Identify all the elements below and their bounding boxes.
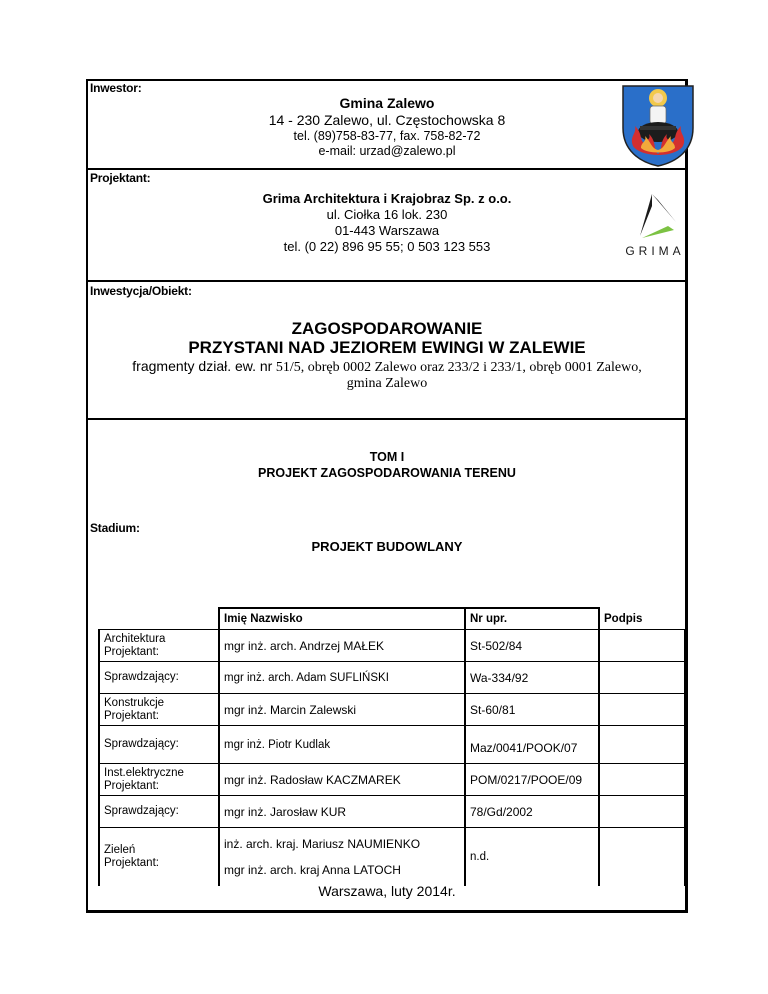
designer-block: [86, 191, 688, 255]
investor-email: e-mail: urzad@zalewo.pl: [318, 144, 456, 158]
header-cell-signature: Podpis: [599, 608, 685, 630]
investor-label: Inwestor:: [90, 81, 142, 95]
table-row: [99, 630, 685, 662]
role-line: Projektant:: [104, 779, 159, 792]
signature-cell: [599, 796, 685, 828]
divider: [86, 418, 688, 420]
header-cell-name: Imię Nazwisko: [219, 608, 465, 630]
investment-details-line1: [86, 358, 688, 376]
grima-logo: [618, 192, 692, 262]
table-row: [99, 828, 685, 887]
role-cell: [99, 630, 219, 662]
investment-details-plots: 51/5, obręb 0002 Zalewo oraz 233/2 i 233/1, obręb 0001 Zalewo,: [275, 360, 642, 375]
role-line: Konstrukcje: [104, 696, 165, 709]
license-cell: St-502/84: [465, 630, 599, 662]
investor-address: 14 - 230 Zalewo, ul. Częstochowska 8: [268, 112, 506, 128]
name-cell: mgr inż. Radosław KACZMAREK: [219, 764, 465, 796]
designer-label: Projektant:: [90, 171, 151, 185]
name-line: mgr inż. arch. kraj Anna LATOCH: [224, 863, 401, 877]
role-line: Inst.elektryczne: [104, 766, 184, 779]
investment-block: [86, 319, 688, 392]
designer-name: Grima Architektura i Krajobraz Sp. z o.o.: [262, 191, 512, 206]
divider: [86, 168, 688, 170]
role-line: Sprawdzający:: [104, 805, 179, 817]
name-cell: mgr inż. arch. Adam SUFLIŃSKI: [219, 662, 465, 694]
license-cell: n.d.: [465, 828, 599, 887]
role-cell: [99, 662, 219, 694]
designer-city: 01-443 Warszawa: [334, 223, 440, 238]
coat-of-arms-icon: [619, 84, 697, 168]
volume-tom: TOM I: [369, 450, 405, 464]
role-cell: [99, 828, 219, 887]
investor-block: [86, 95, 688, 159]
role-line: Architektura: [104, 632, 166, 645]
table-row: [99, 764, 685, 796]
name-cell: [219, 828, 465, 887]
investment-label: Inwestycja/Obiekt:: [90, 284, 192, 298]
investment-title-line2: PRZYSTANI NAD JEZIOREM EWINGI W ZALEWIE: [188, 338, 586, 357]
designer-phone: tel. (0 22) 896 95 55; 0 503 123 553: [283, 239, 491, 254]
role-line: Projektant:: [104, 709, 159, 722]
license-cell: St-60/81: [465, 694, 599, 726]
role-line: Projektant:: [104, 645, 159, 658]
table-row: [99, 796, 685, 828]
grima-logo-text: GRIMA: [625, 244, 685, 258]
grima-logo-icon: [618, 192, 692, 242]
signature-cell: [599, 828, 685, 887]
volume-name: PROJEKT ZAGOSPODAROWANIA TERENU: [258, 466, 516, 480]
investor-name: Gmina Zalewo: [339, 95, 435, 111]
role-line: Projektant:: [104, 857, 159, 869]
name-cell: mgr inż. arch. Andrzej MAŁEK: [219, 630, 465, 662]
signature-cell: [599, 662, 685, 694]
license-cell: 78/Gd/2002: [465, 796, 599, 828]
role-cell: [99, 694, 219, 726]
signature-cell: [599, 764, 685, 796]
name-line: inż. arch. kraj. Mariusz NAUMIENKO: [224, 837, 421, 851]
signature-cell: [599, 726, 685, 764]
volume-block: [86, 449, 688, 481]
license-cell: Maz/0041/POOK/07: [465, 726, 599, 764]
header-cell-license: Nr upr.: [465, 608, 599, 630]
role-cell: [99, 796, 219, 828]
table-row: [99, 726, 685, 764]
signature-cell: [599, 630, 685, 662]
table-row: [99, 694, 685, 726]
header-cell-role: [99, 608, 219, 630]
role-line: Sprawdzający:: [104, 738, 179, 750]
stage-value: PROJEKT BUDOWLANY: [311, 539, 463, 554]
license-cell: Wa-334/92: [465, 662, 599, 694]
role-cell: [99, 726, 219, 764]
stage-label: Stadium:: [90, 521, 140, 535]
investment-details-line2: gmina Zalewo: [346, 376, 428, 391]
role-line: Zieleń: [104, 844, 136, 856]
name-cell: mgr inż. Piotr Kudlak: [219, 726, 465, 764]
staff-table: [98, 607, 686, 886]
name-cell: mgr inż. Marcin Zalewski: [219, 694, 465, 726]
divider: [86, 280, 688, 282]
table-row: [99, 662, 685, 694]
investment-details-prefix: fragmenty dział. ew. nr: [132, 358, 273, 374]
investor-phone: tel. (89)758-83-77, fax. 758-82-72: [293, 129, 481, 143]
footer-place-date: Warszawa, luty 2014r.: [318, 883, 456, 899]
table-header-row: [99, 608, 685, 630]
name-cell: mgr inż. Jarosław KUR: [219, 796, 465, 828]
designer-street: ul. Ciołka 16 lok. 230: [326, 207, 448, 222]
role-line: Sprawdzający:: [104, 671, 179, 683]
investment-title-line1: ZAGOSPODAROWANIE: [291, 319, 483, 338]
license-cell: POM/0217/POOE/09: [465, 764, 599, 796]
role-cell: [99, 764, 219, 796]
signature-cell: [599, 694, 685, 726]
